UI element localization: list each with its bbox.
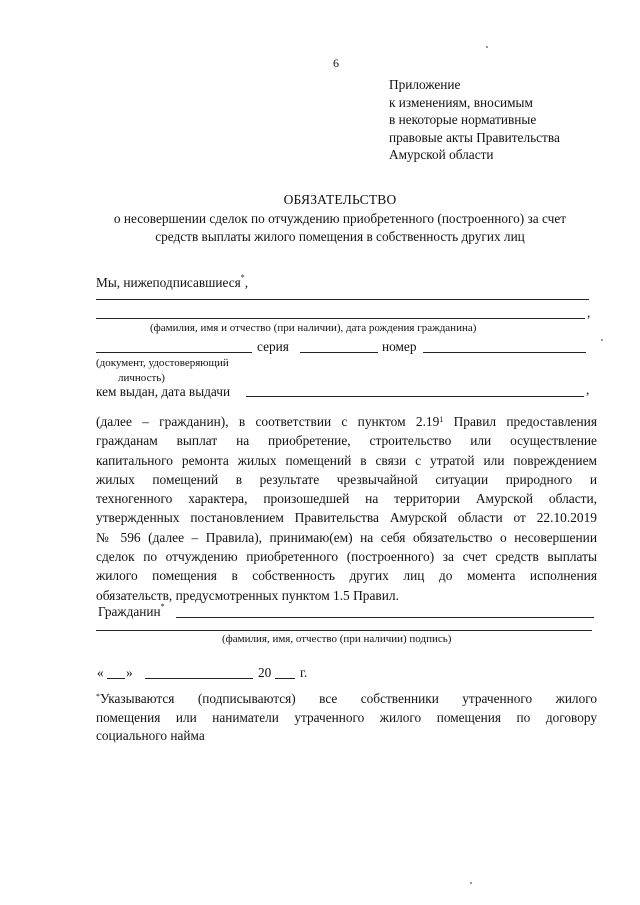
date-close-quote: » <box>126 665 133 680</box>
appendix-line: к изменениям, вносимым <box>389 94 533 110</box>
signature-line[interactable] <box>96 630 592 631</box>
number-field[interactable] <box>423 352 586 353</box>
citizen-field[interactable] <box>176 617 594 618</box>
comma: , <box>586 382 590 397</box>
paragraph-line: № 596 (далее – Правила), принимаю(ем) на себя обязательство о несовершении <box>96 529 597 545</box>
date-open-quote: « <box>97 665 104 680</box>
date-year-field[interactable] <box>275 678 295 679</box>
footnote-mark: * <box>160 602 165 611</box>
footnote-line: социального найма <box>96 728 205 743</box>
paragraph-line <box>96 412 597 431</box>
scan-speck <box>486 46 488 48</box>
undersigned-text: Мы, нижеподписавшиеся <box>96 275 241 290</box>
footnote-line <box>96 690 597 709</box>
date-month-field[interactable] <box>145 678 253 679</box>
footnote <box>96 690 597 746</box>
superscript-ref: 1 <box>439 415 444 424</box>
citizen-text: Гражданин <box>98 604 161 619</box>
appendix-line: Приложение <box>389 77 461 92</box>
footnote-line: помещения или наниматели утраченного жилого помещения по договору <box>96 709 597 725</box>
footnote-mark: * <box>96 692 100 701</box>
paragraph-line-start: (далее – гражданин), в соответствии с пунктом 2.19 <box>96 414 440 429</box>
subtitle-line: о несовершении сделок по отчуждению приобретенного (построенного) за счет <box>113 211 567 226</box>
fio-caption: (фамилия, имя и отчество (при наличии), дата рождения гражданина) <box>150 322 477 334</box>
paragraph-line: техногенного характера, произошедшей на территории Амурской области, <box>96 491 597 507</box>
page-number: 6 <box>333 56 339 70</box>
number-label: номер <box>382 339 417 354</box>
paragraph-line-tail: Правил предоставления <box>443 414 597 429</box>
doc-caption-line1: (документ, удостоверяющий <box>96 357 229 369</box>
paragraph-line: утвержденных постановлением Правительства Амурской области от 22.10.2019 <box>96 510 597 526</box>
document-subtitle <box>60 210 620 245</box>
issued-field[interactable] <box>246 396 584 397</box>
appendix-line: Амурской области <box>389 147 494 162</box>
appendix-block <box>389 76 629 164</box>
footnote-line-text: Указываются (подписываются) все собственники утраченного жилого <box>100 691 597 706</box>
paragraph-line: обязательств, предусмотренных пунктом 1.5 Правил. <box>96 587 399 603</box>
document-title: ОБЯЗАТЕЛЬСТВО <box>283 192 397 207</box>
signature-caption: (фамилия, имя, отчество (при наличии) подпись) <box>222 633 452 645</box>
year-prefix: 20 <box>258 665 272 680</box>
fio-line-2[interactable] <box>96 318 585 319</box>
series-label: серия <box>257 339 289 354</box>
citizen-label <box>98 604 165 620</box>
undersigned-label <box>96 275 248 291</box>
fio-line-1[interactable] <box>96 299 589 300</box>
comma: , <box>244 275 249 290</box>
paragraph-line: сделок по отчуждению приобретенного (построенного) за счет средств выплаты <box>96 549 597 565</box>
doc-caption-line2: личность) <box>118 372 165 384</box>
document-field[interactable] <box>96 352 252 353</box>
appendix-line: в некоторые нормативные <box>389 112 537 127</box>
paragraph-line: жилого помещения в собственность других лиц до момента исполнения <box>96 568 597 584</box>
appendix-line: правовые акты Правительства <box>389 129 560 145</box>
paragraph-line: жилых помещений в результате чрезвычайной ситуации природного и <box>96 471 597 487</box>
paragraph-line: капитального ремонта жилых помещений в связи с утратой или повреждением <box>96 452 597 468</box>
main-paragraph <box>96 412 597 605</box>
issued-label: кем выдан, дата выдачи <box>96 384 231 399</box>
scan-speck <box>601 339 603 341</box>
date-day-field[interactable] <box>107 678 125 679</box>
paragraph-line: гражданам выплат на приобретение, строительство или осуществление <box>96 433 597 449</box>
subtitle-line: средств выплаты жилого помещения в собственность других лиц <box>155 228 525 244</box>
scan-speck <box>470 882 472 884</box>
footnote-mark: * <box>240 273 245 282</box>
series-field[interactable] <box>300 352 378 353</box>
year-suffix: г. <box>300 665 308 680</box>
comma: , <box>587 305 591 320</box>
